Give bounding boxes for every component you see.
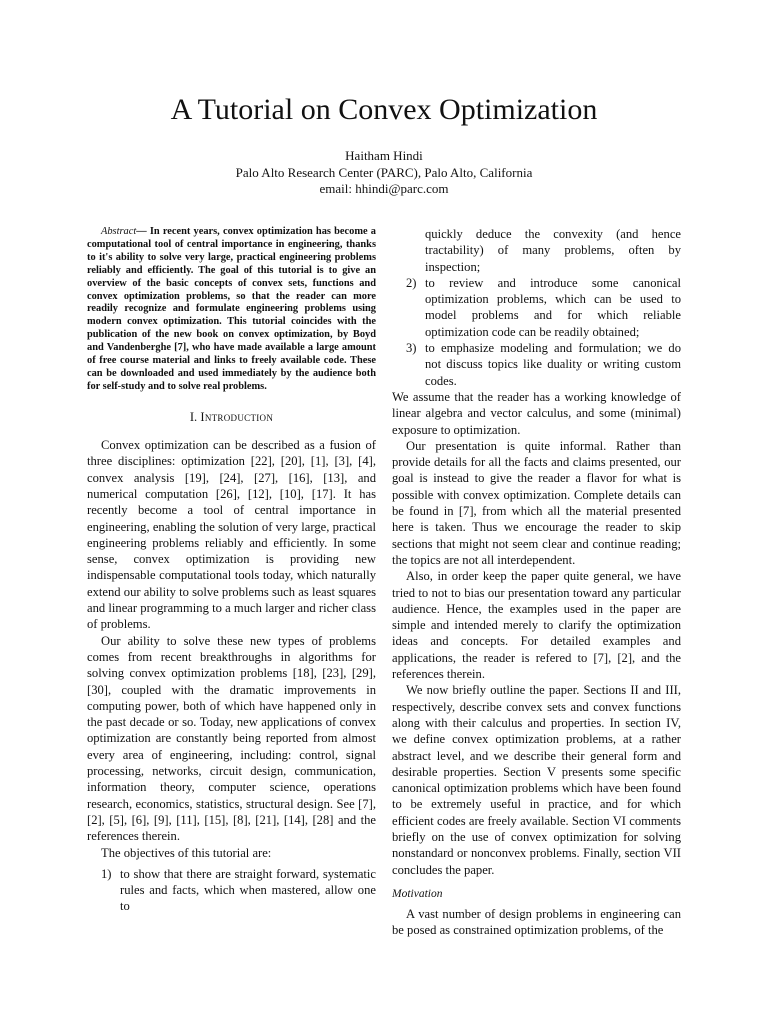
left-column <box>87 226 376 915</box>
intro-paragraph-2: Our ability to solve these new types of problems comes from recent breakthroughs in algorithms for solving convex optimization problems [18], [23], [29], [30], coupled with the dramatic improvements in computing power, both of which have happened only in the past decade or so. Today, new applications of convex optimization are constantly being reported from almost every area of engineering, including: control, signal processing, networks, circuit design, communication, information theory, computer science, operations research, economics, statistics, structural design. See [7], [2], [5], [6], [9], [11], [15], [8], [21], [14], [28] and the references therein. <box>87 633 376 844</box>
abstract <box>87 226 376 394</box>
list-item <box>87 866 376 915</box>
abstract-label: Abstract <box>101 226 137 237</box>
abstract-dash: — <box>136 226 147 237</box>
intro-paragraph-4: Our presentation is quite informal. Rather than provide details for all the facts and claims presented, our goal is instead to give the reader a flavor for what is possible with convex optimization. Complete details can be found in [7], from which all the material presented here is taken. Thus we encourage the reader to skip sections that might not seem clear and continue reading; the topics are not all interdependent. <box>392 438 681 567</box>
objectives-intro: The objectives of this tutorial are: <box>101 845 272 860</box>
right-column <box>392 226 681 939</box>
objective-1-continued: quickly deduce the convexity (and hence tractability) of many problems, often by inspection; <box>425 227 681 274</box>
list-item <box>392 340 681 389</box>
list-item-number: 1) <box>101 866 112 881</box>
intro-paragraph-1: Convex optimization can be described as a fusion of three disciplines: optimization [22], [20], [1], [3], [4], convex analysis [19], [24], [27], [16], [13], and numerical computation [26], [12], [10], [17]. It has recently become a tool of central importance in engineering, enabling the solution of very large, practical engineering problems reliably and efficiently. In some sense, convex optimization is providing new indispensable computational tools today, which naturally extend our ability to solve problems such as least squares and linear programming to a much larger and richer class of problems. <box>87 438 376 632</box>
paper-title: A Tutorial on Convex Optimization <box>170 93 598 126</box>
subsection-heading-motivation: Motivation <box>392 887 443 900</box>
author-email: email: hhindi@parc.com <box>319 181 449 196</box>
section-heading-introduction <box>87 409 376 425</box>
intro-paragraph-5: Also, in order keep the paper quite general, we have tried to not to bias our presentation toward any particular audience. Hence, the examples used in the paper are simple and intended merely to clarify the optimization ideas and concepts. For detailed examples and applications, the reader is refered to [7], [2], and the references therein. <box>392 569 681 682</box>
motivation-paragraph-1: A vast number of design problems in engineering can be posed as constrained optimization problems, of the <box>392 907 681 938</box>
objectives-list-part-1 <box>87 866 376 915</box>
list-item-number: 3) <box>406 341 417 356</box>
abstract-text: In recent years, convex optimization has become a computational tool of central importance in engineering, thanks to it's ability to solve very large, practical engineering problems reliably and efficiently. The goal of this tutorial is to give an overview of the basic concepts of convex sets, functions and convex optimization problems, so that the reader can more readily recognize and formulate engineering problems using modern convex optimization. This tutorial coincides with the publication of the new book on convex optimization, by Boyd and Vandenberghe [7], who have made available a large amount of free course material and links to freely available code. These can be downloaded and used immediately by the audience both for self-study and to solve real problems. <box>87 226 376 392</box>
section-title: Introduction <box>200 409 274 424</box>
intro-paragraph-3: We assume that the reader has a working knowledge of linear algebra and vector calculus, and some (minimal) exposure to optimization. <box>392 389 681 437</box>
list-item-number: 2) <box>406 275 417 290</box>
section-number: I. <box>189 409 198 424</box>
list-item-text: to show that there are straight forward, systematic rules and facts, which when mastered, allow one to <box>120 866 376 914</box>
author-name: Haitham Hindi <box>345 148 423 163</box>
list-item-text: to review and introduce some canonical optimization problems, which can be used to model problems and for which reliable optimization code can be readily obtained; <box>425 275 681 339</box>
author-affiliation: Palo Alto Research Center (PARC), Palo Alto, California <box>235 164 533 180</box>
author-block <box>0 148 768 198</box>
objectives-list-part-2 <box>392 275 681 389</box>
intro-paragraph-6: We now briefly outline the paper. Sections II and III, respectively, describe convex sets and convex functions along with their calculus and properties. In section IV, we define convex optimization problems, at a rather abstract level, and we describe their general form and desirable properties. Section V presents some specific canonical optimization problems which have been found to be extremely useful in practice, and for which efficient codes are freely available. Section VI comments briefly on the use of convex optimization for solving nonstandard or nonconvex problems. Finally, section VII concludes the paper. <box>392 683 681 877</box>
list-item-text: to emphasize modeling and formulation; we do not discuss topics like duality or writing custom codes. <box>425 341 681 388</box>
list-item <box>392 275 681 340</box>
